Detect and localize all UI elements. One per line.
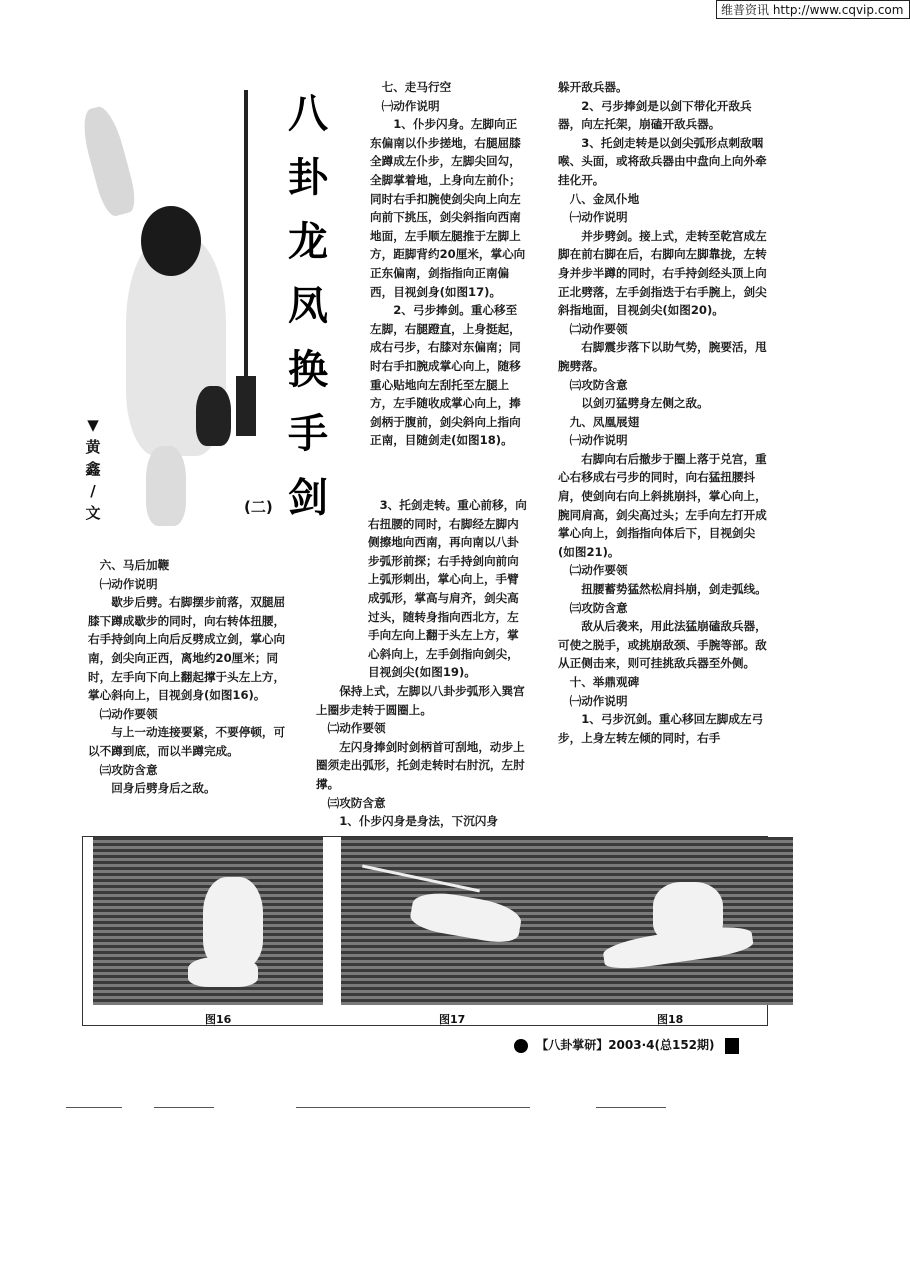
paragraph: 并步劈剑。接上式，走转至乾宫成左脚在前右脚在后，右脚向左脚靠拢，左转身并步半蹲的同时，右手持剑经头顶上向正北劈落，左手剑指迭于右手腕上，剑尖斜指地面，目视剑尖(如图20)。	[558, 228, 767, 318]
title-char: 剑	[288, 474, 328, 521]
divider	[596, 1107, 666, 1108]
subheading: ㈢攻防含意	[569, 600, 628, 615]
paragraph: 以剑刃猛劈身左侧之敌。	[581, 396, 709, 411]
section-heading: 九、凤凰展翅	[569, 414, 640, 429]
section-heading: 六、马后加鞭	[99, 558, 170, 572]
header-photo	[86, 86, 276, 536]
paragraph: 保持上式，左脚以八卦步弧形入巽宫上圈步走转于圆圈上。	[316, 683, 525, 717]
title-char: 手	[288, 410, 328, 457]
subheading: ㈢攻防含意	[99, 762, 158, 777]
paragraph: 2、弓步捧剑。重心移至左脚，右腿蹬直，上身挺起，成右弓步，右膝对东偏南；同时右手扣腕成掌心向上，随移重心贴地向左刮托至左腿上方，左手随收成掌心向上，捧剑柄于腹前，剑尖斜向上指向正南，目随剑走(如图18)。	[370, 303, 521, 448]
paragraph: 与上一动连接要紧，不要停顿，可以不蹲到底，而以半蹲完成。	[88, 725, 286, 758]
figure-caption: 图18	[657, 1013, 684, 1026]
paragraph: 歇步后劈。右脚摆步前落，双腿屈膝下蹲成歇步的同时，向右转体扭腰，右手持剑向上向后反劈成立剑，掌心向南，剑尖向正西，离地约20厘米；同时，左手向下向上翻起撑于头左上方，掌心斜向上，目视剑身(如图16)。	[88, 595, 286, 703]
author-byline	[84, 414, 102, 524]
column-2-bottom	[316, 496, 528, 831]
subheading: ㈠动作说明	[569, 210, 628, 225]
figure-strip	[82, 836, 768, 1026]
paragraph: 1、仆步闪身。左脚向正东偏南以仆步搓地，右腿屈膝全蹲成左仆步，左脚尖回勾，全脚掌着地，上身向左前仆；同时右手扣腕使剑尖向上向左向前下挑压，剑尖斜指向西南地面，左手顺左腿推于左脚上方，距脚背约20厘米，掌心向正东偏南，剑指指向正南偏西，目视剑身(如图17)。	[370, 117, 526, 299]
divider	[296, 1107, 530, 1108]
paragraph: 3、托剑走转是以剑尖弧形点刺敌咽喉、头面，或将敌兵器由中盘向上向外牵挂化开。	[558, 135, 767, 187]
title-char: 卦	[288, 154, 328, 201]
figure-18-photo	[563, 837, 793, 1005]
subheading: ㈢攻防含意	[569, 377, 628, 392]
paragraph: 敌从后袭来，用此法猛崩磕敌兵器，可使之脱手，或挑崩敌颈、手腕等部。敌从正侧击来，则可挂挑敌兵器至外侧。	[558, 619, 767, 671]
subheading: ㈡动作要领	[569, 563, 628, 578]
author-arrow: ▼	[87, 416, 99, 434]
figure-caption: 图16	[205, 1013, 232, 1026]
author-char: 黄	[85, 438, 101, 456]
section-heading: 十、举鼎观碑	[569, 675, 640, 689]
paragraph: 扭腰蓄势猛然松肩抖崩，剑走弧线。	[581, 582, 767, 597]
author-char: 鑫	[85, 460, 101, 478]
divider	[154, 1107, 214, 1108]
subheading: ㈠动作说明	[99, 576, 158, 591]
paragraph: 躲开敌兵器。	[558, 80, 628, 94]
paragraph: 回身后劈身后之敌。	[111, 781, 216, 796]
subheading: ㈠动作说明	[569, 433, 628, 448]
paragraph: 2、弓步捧剑是以剑下带化开敌兵器，向左托架，崩磕开敌兵器。	[558, 98, 752, 132]
figure-16-photo	[93, 837, 323, 1005]
section-heading: 七、走马行空	[381, 80, 452, 94]
author-char: 文	[85, 504, 101, 522]
title-char: 凤	[288, 282, 328, 329]
paragraph: 3、托剑走转。重心前移，向右扭腰的同时，右脚经左脚内侧擦地向西南，再向南以八卦步弧形前探；右手持剑向前向上弧形刺出，掌心向上，手臂成弧形，掌高与肩齐，剑尖高过头，随转身指向西北方，左手向左向上翻于头左上方，掌心斜向上，左手剑指向剑尖，目视剑尖(如图19)。	[368, 498, 527, 680]
subheading: ㈡动作要领	[99, 706, 158, 721]
title-char: 八	[288, 90, 328, 137]
paragraph: 右脚震步落下以助气势，腕要活，甩腕劈落。	[558, 340, 767, 373]
footer-text: 【八卦掌研】2003·4(总152期)	[536, 1038, 715, 1052]
subheading: ㈡动作要领	[569, 321, 628, 336]
column-1	[88, 556, 294, 798]
section-heading: 八、金凤仆地	[569, 191, 640, 206]
paragraph: 右脚向右后撤步于圈上落于兑宫，重心右移成右弓步的同时，向右猛扭腰抖肩，使剑向右向上斜挑崩抖，掌心向上，腕同肩高，剑尖高过头；左手向左打开成掌心向上，剑指指向体后下，目视剑尖(如图21)。	[558, 451, 767, 559]
paragraph: 1、弓步沉剑。重心移回左脚成左弓步，上身左转左倾的同时，右手	[558, 712, 764, 745]
paragraph: 1、仆步闪身是身法，下沉闪身	[339, 814, 498, 829]
footer-block-icon	[725, 1038, 739, 1054]
subheading: ㈢攻防含意	[327, 795, 386, 810]
paragraph: 左闪身捧剑时剑柄首可刮地，动步上圈须走出弧形，托剑走转时右肘沉，左肘撑。	[316, 739, 525, 791]
title-char: 龙	[288, 218, 328, 265]
series-marker: (二)	[244, 498, 273, 516]
subheading: ㈠动作说明	[381, 98, 440, 113]
figure-17-photo	[341, 837, 571, 1005]
subheading: ㈠动作说明	[569, 693, 628, 708]
divider	[66, 1107, 122, 1108]
page-footer	[514, 1036, 739, 1054]
figure-caption: 图17	[439, 1013, 466, 1026]
watermark-banner: 维普资讯 http://www.cqvip.com	[716, 0, 910, 19]
title-char: 换	[288, 346, 328, 393]
subheading: ㈡动作要领	[327, 721, 386, 736]
column-3	[558, 78, 768, 747]
footer-logo-icon	[514, 1039, 528, 1053]
column-2-top	[370, 78, 528, 450]
author-char: /	[90, 482, 96, 500]
